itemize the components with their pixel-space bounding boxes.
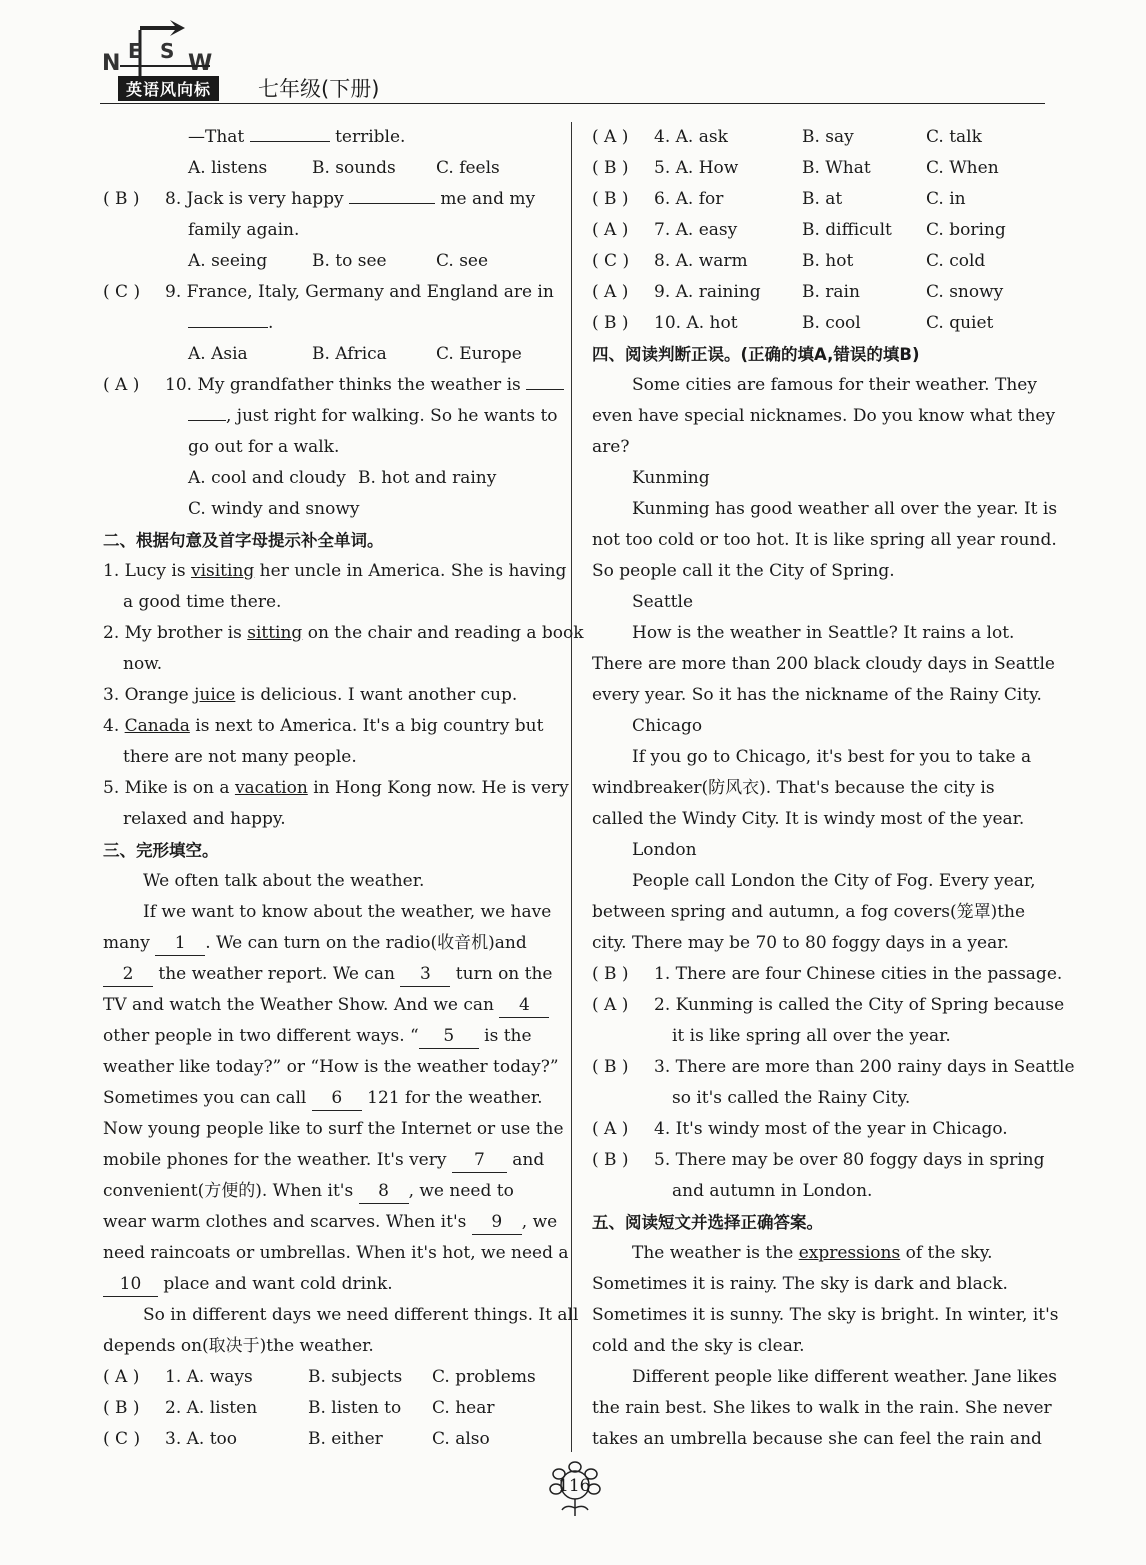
svg-text:W: W [188, 51, 213, 76]
q8-stem: ( B ) 8. Jack is very happy me and my [103, 184, 553, 215]
cloze-line: convenient(方便的). When it's 8 , we need to [103, 1176, 553, 1207]
cloze-line: many 1 . We can turn on the radio(收音机)and [103, 928, 553, 959]
cloze-line: 10 place and want cold drink. [103, 1269, 553, 1300]
answer-row: ( B ) 2. A. listen B. listen to C. hear [103, 1398, 495, 1418]
passage-line: cold and the sky is clear. [592, 1336, 805, 1356]
tf-question: ( B ) 3. There are more than 200 rainy days in Seattle [592, 1057, 1075, 1077]
cloze-line: other people in two different ways. “ 5 is the [103, 1021, 553, 1052]
cloze-line: weather like today?” or “How is the weather today?” [103, 1057, 559, 1077]
cloze-line: If we want to know about the weather, we have [143, 902, 552, 922]
right-column [592, 122, 1075, 1455]
page-number [540, 1460, 610, 1520]
section-4-title: 四、阅读判断正误。(正确的填A,错误的填B) [592, 345, 920, 364]
left-column [103, 122, 584, 1455]
passage-line: windbreaker(防风衣). That's because the city is [592, 778, 995, 798]
passage-line: If you go to Chicago, it's best for you to take a [632, 747, 1032, 767]
cloze-line: Now young people like to surf the Internet or use the [103, 1119, 564, 1139]
answer-row: ( B ) 6. A. for B. at C. in [592, 189, 966, 209]
q7-options: A. listens B. sounds C. feels [188, 158, 500, 178]
passage-line: even have special nicknames. Do you know what they [592, 406, 1056, 426]
q10-option-c: C. windy and snowy [188, 499, 360, 519]
passage-line: are? [592, 437, 630, 457]
city-heading: Seattle [632, 592, 694, 612]
column-divider [571, 122, 572, 1452]
cloze-line: depends on(取决于)the weather. [103, 1336, 374, 1356]
passage-line: How is the weather in Seattle? It rains a lot. [632, 623, 1015, 643]
answer-row: ( A ) 7. A. easy B. difficult C. boring [592, 220, 1006, 240]
passage-line: People call London the City of Fog. Every year, [632, 871, 1036, 891]
list-item-cont: now. [123, 654, 163, 674]
cloze-line: We often talk about the weather. [143, 871, 425, 891]
list-item: 4. Canada is next to America. It's a big country but [103, 716, 544, 736]
list-item: 2. My brother is sitting on the chair and reading a book [103, 623, 584, 643]
q8-stem-cont: family again. [188, 220, 300, 240]
section-2-items [103, 556, 584, 835]
page-number-text: 116 [558, 1476, 591, 1496]
cloze-line: wear warm clothes and scarves. When it's 9 , we [103, 1207, 553, 1238]
passage-line: Different people like different weather. Jane likes [632, 1367, 1057, 1387]
list-item-cont: there are not many people. [123, 747, 357, 767]
city-heading: Chicago [632, 716, 703, 736]
q10-options: A. cool and cloudy B. hot and rainy [188, 468, 497, 488]
city-heading: London [632, 840, 697, 860]
cloze-line: 2 the weather report. We can 3 turn on the [103, 959, 553, 990]
cloze-line: need raincoats or umbrellas. When it's hot, we need a [103, 1243, 569, 1263]
answer-row: ( B ) 10. A. hot B. cool C. quiet [592, 313, 994, 333]
svg-text:S: S [160, 39, 175, 63]
svg-text:E: E [128, 39, 142, 63]
section-3-title: 三、完形填空。 [103, 841, 219, 860]
answer-row: ( A ) 9. A. raining B. rain C. snowy [592, 282, 1004, 302]
passage-line: the rain best. She likes to walk in the rain. She never [592, 1398, 1052, 1418]
grade-label: 七年级(下册) [258, 77, 380, 101]
tf-question-cont: so it's called the Rainy City. [672, 1088, 911, 1108]
list-item-cont: relaxed and happy. [123, 809, 286, 829]
brand-label: 英语风向标 [118, 76, 219, 101]
cloze-line: Sometimes you can call 6 121 for the weather. [103, 1083, 553, 1114]
answer-mark: ( C ) [103, 282, 141, 302]
passage-line: Some cities are famous for their weather. They [632, 375, 1037, 395]
tf-question: ( B ) 5. There may be over 80 foggy days in spring [592, 1150, 1045, 1170]
q10-stem-cont: , just right for walking. So he wants to [103, 401, 553, 432]
tf-question: ( B ) 1. There are four Chinese cities in the passage. [592, 964, 1063, 984]
answer-mark: ( A ) [103, 375, 140, 395]
answer-row: ( C ) 8. A. warm B. hot C. cold [592, 251, 986, 271]
list-item: 1. Lucy is visiting her uncle in America. She is having [103, 561, 567, 581]
q8-options: A. seeing B. to see C. see [188, 251, 489, 271]
page-header [100, 18, 1045, 108]
q9-options: A. Asia B. Africa C. Europe [188, 344, 522, 364]
passage-line: Kunming has good weather all over the year. It is [632, 499, 1058, 519]
city-heading: Kunming [632, 468, 710, 488]
answer-row: ( A ) 1. A. ways B. subjects C. problems [103, 1367, 536, 1387]
tf-question: ( A ) 2. Kunming is called the City of Spring because [592, 995, 1065, 1015]
list-item: 3. Orange juice is delicious. I want another cup. [103, 685, 518, 705]
q10-stem: ( A ) 10. My grandfather thinks the weather is [103, 370, 553, 401]
passage-line: Sometimes it is sunny. The sky is bright. In winter, it's [592, 1305, 1059, 1325]
passage-line: There are more than 200 black cloudy days in Seattle [592, 654, 1055, 674]
q9-stem: ( C ) 9. France, Italy, Germany and England are in [103, 277, 553, 308]
passage-line: called the Windy City. It is windy most of the year. [592, 809, 1025, 829]
list-item-cont: a good time there. [123, 592, 282, 612]
passage-line: So people call it the City of Spring. [592, 561, 895, 581]
tf-question: ( A ) 4. It's windy most of the year in Chicago. [592, 1119, 1008, 1139]
passage-line: city. There may be 70 to 80 foggy days in a year. [592, 933, 1009, 953]
passage-line: not too cold or too hot. It is like spring all year round. [592, 530, 1057, 550]
tf-question-cont: it is like spring all over the year. [672, 1026, 951, 1046]
cloze-line: TV and watch the Weather Show. And we can 4 [103, 990, 553, 1021]
passage-line: every year. So it has the nickname of the Rainy City. [592, 685, 1042, 705]
q9-stem-cont: . [103, 308, 553, 339]
answer-row: ( B ) 5. A. How B. What C. When [592, 158, 999, 178]
tf-question-cont: and autumn in London. [672, 1181, 873, 1201]
section-2-title: 二、根据句意及首字母提示补全单词。 [103, 531, 384, 550]
answer-mark: ( B ) [103, 189, 140, 209]
passage-line: takes an umbrella because she can feel the rain and [592, 1429, 1042, 1449]
q7-stem: —That terrible. [188, 127, 406, 147]
list-item: 5. Mike is on a vacation in Hong Kong now. He is very [103, 778, 569, 798]
answer-row: ( A ) 4. A. ask B. say C. talk [592, 127, 982, 147]
cloze-line: So in different days we need different things. It all [143, 1305, 579, 1325]
q10-stem-cont2: go out for a walk. [188, 437, 340, 457]
svg-text:N: N [102, 51, 121, 76]
cloze-line: mobile phones for the weather. It's very 7 and [103, 1145, 553, 1176]
passage-line: The weather is the expressions of the sky. [632, 1243, 993, 1263]
section-5-title: 五、阅读短文并选择正确答案。 [592, 1213, 823, 1232]
passage-line: Sometimes it is rainy. The sky is dark and black. [592, 1274, 1008, 1294]
passage-line: between spring and autumn, a fog covers(笼罩)the [592, 902, 1026, 922]
header-rule [100, 103, 1045, 104]
answer-row: ( C ) 3. A. too B. either C. also [103, 1429, 490, 1449]
